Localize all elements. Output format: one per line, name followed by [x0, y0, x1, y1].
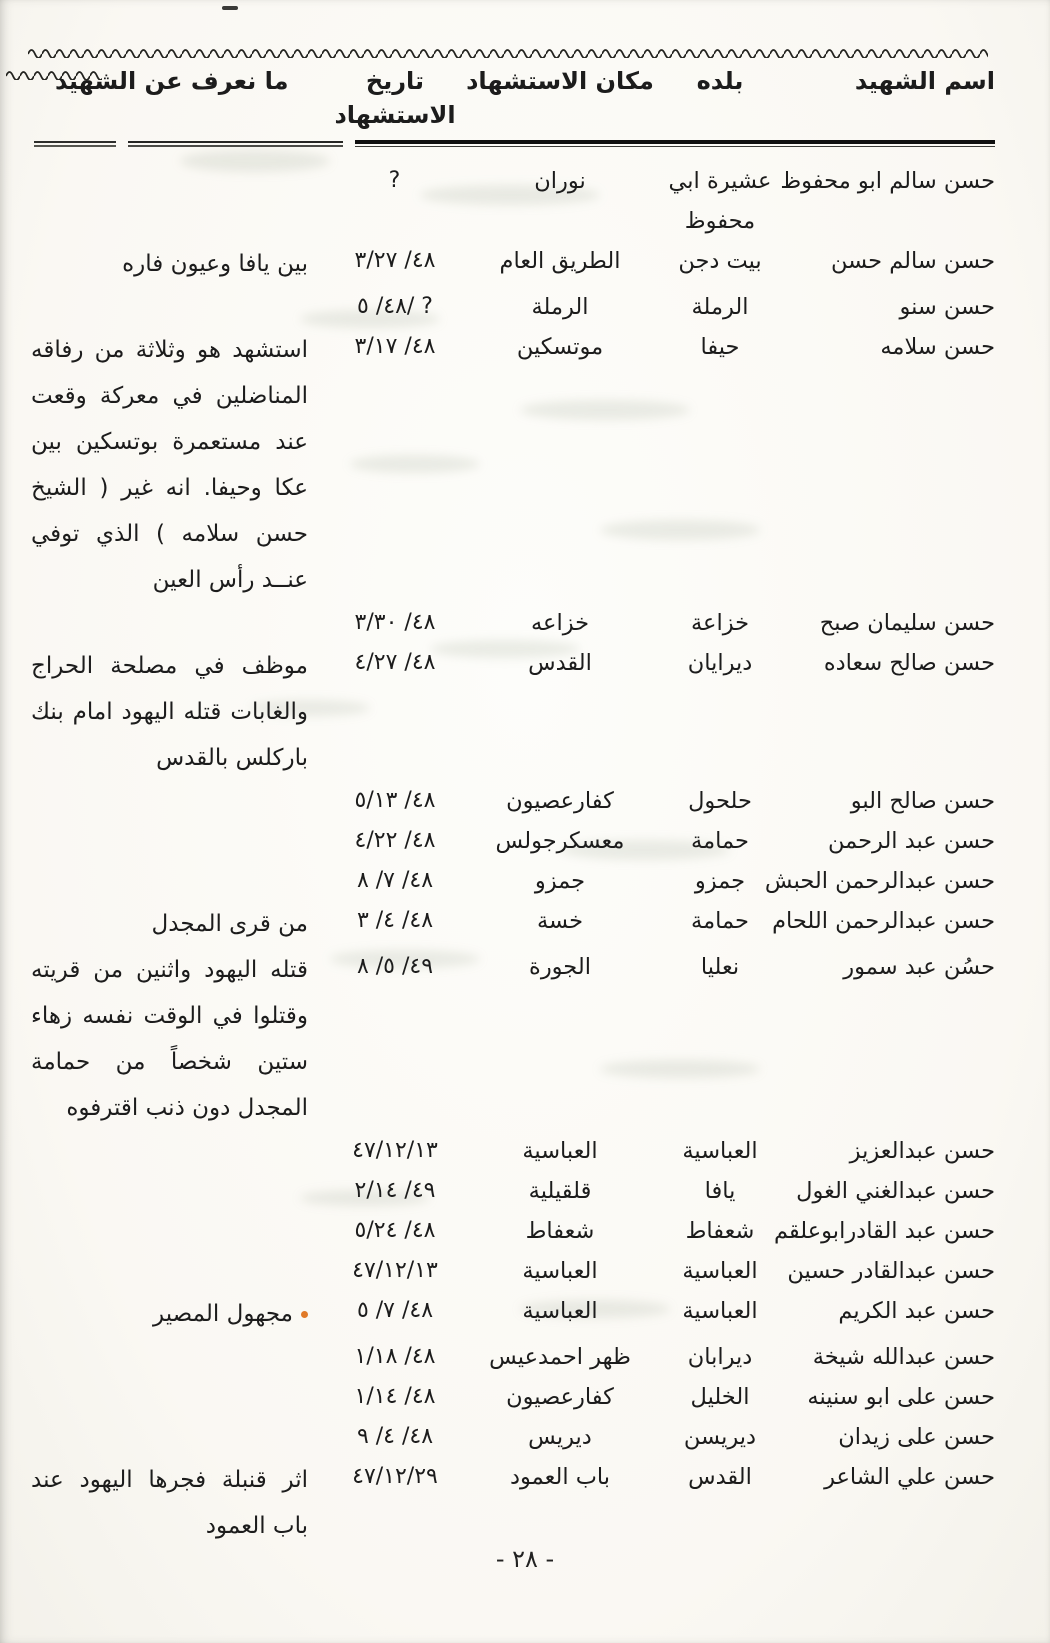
martyrdom-place: كفارعصيون	[506, 1384, 614, 1410]
martyr-town: حيفا	[700, 334, 740, 360]
martyrdom-place: معسكرجولس	[495, 828, 625, 854]
martyrdom-place: العباسية	[522, 1298, 598, 1324]
table-row	[25, 781, 995, 821]
martyrdom-date: ٤٨/ ٥/٢٤	[354, 1218, 436, 1243]
martyrdom-place: موتسكين	[516, 334, 604, 360]
martyrdom-place: خزاعه	[530, 610, 590, 636]
martyrdom-date: ٤٧/١٢/١٣	[352, 1138, 438, 1163]
table-row	[25, 287, 995, 327]
martyr-town: العباسية	[682, 1138, 758, 1164]
martyrdom-date: ٤٨/ ٥/ ?	[357, 294, 433, 319]
martyr-name: حسن عبد القادرابوعلقم	[773, 1218, 995, 1244]
martyrdom-place: الجورة	[529, 954, 591, 980]
table-row	[25, 821, 995, 861]
table-row	[25, 161, 995, 241]
page-number: - ٢٨ -	[495, 1545, 555, 1573]
martyrdom-place: جمزو	[534, 868, 586, 894]
martyrdom-date: ٤٨/ ٣/٢٧	[354, 248, 436, 273]
header-place: مكان الاستشهاد	[466, 67, 654, 95]
martyr-town: العباسية	[682, 1258, 758, 1284]
martyr-name: حسن عبدالغني الغول	[796, 1178, 995, 1204]
martyrdom-place: قلقيلية	[528, 1178, 592, 1204]
martyrdom-date: ٤٧/١٢/٢٩	[352, 1464, 438, 1489]
martyr-town: ديرايان	[687, 650, 753, 676]
table-row	[25, 1291, 995, 1337]
table-row	[25, 1377, 995, 1417]
martyr-notes	[25, 901, 330, 947]
martyr-notes	[25, 643, 330, 781]
martyrdom-place: شعفاط	[525, 1218, 595, 1244]
martyrdom-place: نوران	[534, 168, 586, 194]
martyr-name: حسن عبدالقادر حسين	[787, 1258, 995, 1284]
header-notes: ما نعرف عن الشهيد	[55, 67, 289, 95]
martyr-town: حلحول	[688, 788, 752, 814]
martyrdom-place: ظهر احمدعيس	[489, 1344, 631, 1370]
martyr-name: حسن على زيدان	[838, 1424, 995, 1450]
rule-segment-heavy	[355, 140, 995, 147]
table-row	[25, 1211, 995, 1251]
table-row	[25, 1171, 995, 1211]
martyr-notes	[25, 1457, 330, 1549]
table-row	[25, 643, 995, 781]
table-header-row	[25, 64, 995, 132]
martyr-town: يافا	[704, 1178, 736, 1204]
martyr-name: حسن عبد الكريم	[838, 1298, 995, 1324]
martyr-name: حسن عبدالرحمن الحبش	[764, 868, 995, 894]
martyr-town: عشيرة ابي محفوظ	[668, 168, 772, 234]
martyr-name: حسن سالم ابو محفوظ	[780, 168, 995, 194]
martyr-name: حسن سلامه	[880, 334, 995, 360]
table-row	[25, 1337, 995, 1377]
martyr-town: ديريسن	[683, 1424, 757, 1450]
martyrdom-date: ٤٨/ ٥/١٣	[354, 788, 436, 813]
martyr-name: حسن صالح سعاده	[823, 650, 995, 676]
martyr-notes	[25, 947, 330, 1131]
martyr-town: ديرابان	[687, 1344, 753, 1370]
martyr-town: العباسية	[682, 1298, 758, 1324]
martyr-town: القدس	[688, 1464, 752, 1490]
header-rule	[25, 140, 995, 147]
table-row	[25, 603, 995, 643]
rule-segment-small	[34, 141, 116, 147]
martyrdom-date: ٤٨/ ٤/ ٩	[356, 1424, 434, 1449]
table-row	[25, 1417, 995, 1457]
martyrdom-date: ٤٨/ ١/١٨	[354, 1344, 436, 1369]
martyr-name: حسن سالم حسن	[830, 248, 995, 274]
martyrdom-place: العباسية	[522, 1258, 598, 1284]
martyr-notes-text: اثر قنبلة فجرها اليهود عند باب العمود	[31, 1467, 308, 1539]
martyr-town: الرملة	[691, 294, 749, 320]
martyr-name: حسن عبدالرحمن اللحام	[772, 908, 995, 934]
martyrdom-place: العباسية	[522, 1138, 598, 1164]
martyr-town: الخليل	[690, 1384, 750, 1410]
martyrdom-date: ٤٨/ ٧/ ٨	[356, 868, 434, 893]
martyr-name: حسن عبدالله شيخة	[812, 1344, 995, 1370]
martyr-town: حمامة	[691, 908, 749, 934]
martyrdom-date: ٤٨/ ١/١٤	[354, 1384, 436, 1409]
martyr-town: شعفاط	[685, 1218, 755, 1244]
header-town: بلده	[696, 67, 744, 95]
table-row	[25, 947, 995, 1131]
martyrdom-place: القدس	[528, 650, 592, 676]
martyr-notes-text: قتله اليهود واثنين من قريته وقتلوا في الوقت نفسه زهاء ستين شخصاً من حمامة المجدل دون ذنب اقترفوه	[31, 957, 308, 1121]
martyr-name: حسن سليمان صبح	[819, 610, 995, 636]
martyrdom-date: ?	[388, 168, 402, 193]
martyr-name: حسن عبد الرحمن	[827, 828, 995, 854]
martyr-notes	[25, 241, 330, 287]
martyr-name: حسن علي الشاعر	[824, 1464, 995, 1490]
table-rows	[25, 161, 995, 1549]
martyrdom-place: باب العمود	[509, 1464, 611, 1490]
rule-segment-mid	[128, 141, 343, 147]
martyr-town: حمامة	[691, 828, 749, 854]
table-row	[25, 241, 995, 287]
martyrdom-place: الطريق العام	[499, 248, 621, 274]
martyrdom-date: ٤٧/١٢/١٣	[352, 1258, 438, 1283]
martyrdom-date: ٤٨/ ٣/١٧	[354, 334, 436, 359]
table-row	[25, 901, 995, 947]
martyrdom-place: ديريس	[528, 1424, 592, 1450]
martyrdom-date: ٤٨/ ٣/٣٠	[354, 610, 436, 635]
martyr-town: خزاعة	[690, 610, 750, 636]
martyrdom-date: ٤٩/ ٥/ ٨	[356, 954, 434, 979]
martyr-notes-text: مجهول المصير	[153, 1301, 293, 1327]
martyr-notes	[25, 327, 330, 603]
martyrdom-place: الرملة	[531, 294, 589, 320]
martyr-notes-text: بين يافا وعيون فاره	[122, 251, 308, 277]
note-marker-dot	[301, 1311, 308, 1318]
table-row	[25, 861, 995, 901]
martyrdom-date: ٤٨/ ٧/ ٥	[356, 1298, 434, 1323]
martyr-name: حسن على ابو سنينه	[807, 1384, 995, 1410]
header-date: تاريخ الاستشهاد	[334, 67, 456, 129]
martyr-name: حسن سنو	[899, 294, 995, 320]
header-name: اسم الشهيد	[854, 67, 995, 95]
martyrdom-date: ٤٨/ ٤/ ٣	[356, 908, 434, 933]
martyr-notes	[25, 1291, 330, 1337]
martyr-name: حسن صالح البو	[850, 788, 995, 814]
table-row	[25, 1457, 995, 1549]
martyrdom-place: خسة	[536, 908, 584, 934]
martyr-town: نعليا	[700, 954, 740, 980]
martyrdom-place: كفارعصيون	[506, 788, 614, 814]
martyrdom-date: ٤٨/ ٤/٢٧	[354, 650, 436, 675]
martyr-notes-text: استشهد هو وثلاثة من رفاقه المناضلين في معركة وقعت عند مستعمرة بوتسكين بين عكا وحيفا. انه غير ( الشيخ حسن سلامه ) الذي توفي عنــد رأس العين	[31, 337, 308, 593]
table-row	[25, 1131, 995, 1171]
table-row	[25, 327, 995, 603]
martyr-notes-text: من قرى المجدل	[151, 911, 308, 937]
table-row	[25, 1251, 995, 1291]
martyr-name: حسُن عبد سمور	[843, 954, 995, 980]
martyr-name: حسن عبدالعزيز	[849, 1138, 995, 1164]
martyrdom-date: ٤٩/ ٢/١٤	[354, 1178, 436, 1203]
martyr-town: بيت دجن	[678, 248, 762, 274]
martyr-notes-text: موظف في مصلحة الحراج والغابات قتله اليهود امام بنك باركلس بالقدس	[31, 653, 308, 771]
martyrdom-date: ٤٨/ ٤/٢٢	[354, 828, 436, 853]
martyr-town: جمزو	[694, 868, 746, 894]
